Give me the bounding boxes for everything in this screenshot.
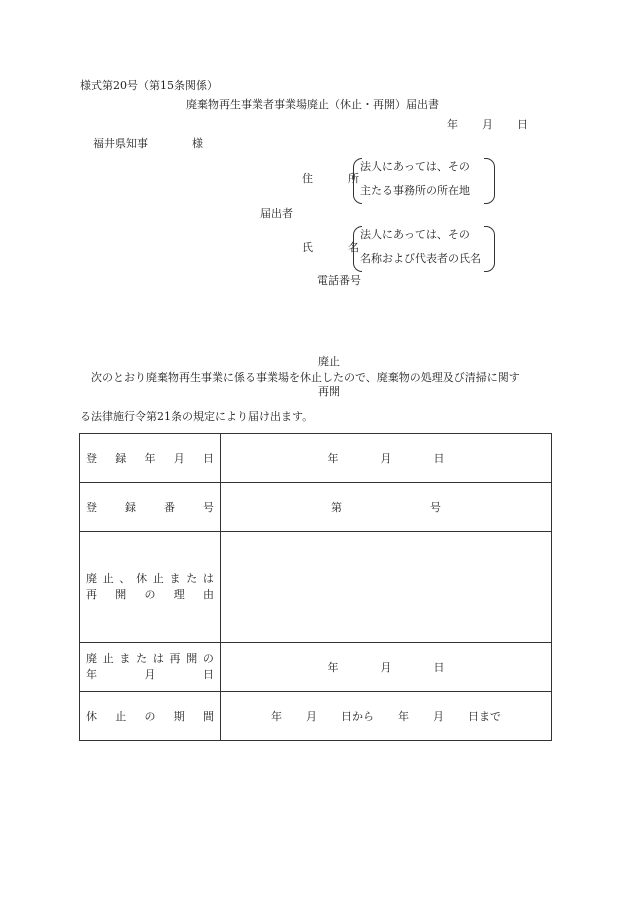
option-resume: 再開 bbox=[318, 385, 340, 398]
form-table bbox=[79, 433, 552, 741]
addressee-honorific: 様 bbox=[192, 137, 203, 150]
label-char: 年 bbox=[86, 668, 97, 681]
registration-date-label bbox=[80, 434, 221, 483]
rv-year: 年 bbox=[327, 661, 339, 674]
form-number: 様式第20号（第15条関係） bbox=[80, 79, 218, 92]
sp-d1: 日から bbox=[341, 710, 374, 723]
sp-y1: 年 bbox=[271, 710, 282, 723]
label-char: 号 bbox=[203, 501, 214, 514]
option-suspend: 休止 bbox=[300, 371, 322, 384]
label-spread bbox=[86, 708, 214, 724]
label-char: の bbox=[144, 588, 156, 601]
label-char: 廃 bbox=[86, 572, 97, 585]
sp-y2: 年 bbox=[398, 710, 409, 723]
label-char: 由 bbox=[203, 588, 214, 601]
date-day: 日 bbox=[517, 118, 528, 131]
addressee bbox=[93, 137, 203, 151]
statement-before: 次のとおり廃棄物再生事業に係る事業場を bbox=[91, 371, 300, 384]
table-row bbox=[80, 483, 552, 532]
registration-number-label bbox=[80, 483, 221, 532]
sp-m1: 月 bbox=[306, 710, 317, 723]
sp-d2: 日まで bbox=[468, 710, 501, 723]
label-char: 間 bbox=[203, 710, 214, 723]
name-note-2: 名称および代表者の氏名 bbox=[360, 252, 481, 265]
table-row bbox=[80, 692, 552, 741]
suspension-period-value bbox=[221, 692, 552, 741]
label-char: 再 bbox=[86, 588, 97, 601]
abolish-resume-date-value bbox=[221, 643, 552, 692]
table-row bbox=[80, 532, 552, 643]
registration-date-value bbox=[221, 434, 552, 483]
address-note-1: 法人にあっては、その bbox=[360, 160, 470, 173]
label-char: 廃 bbox=[86, 652, 97, 665]
abolish-resume-date-label bbox=[80, 643, 221, 692]
label-char: 止 bbox=[115, 710, 127, 723]
statement-line-1 bbox=[91, 371, 520, 385]
document-title: 廃棄物再生事業者事業場廃止（休止・再開）届出書 bbox=[186, 98, 439, 111]
label-char: 休 bbox=[136, 572, 148, 585]
label-char: 再 bbox=[169, 652, 181, 665]
label-char: 番 bbox=[164, 501, 175, 514]
suspension-period-label bbox=[80, 692, 221, 741]
rv-month: 月 bbox=[380, 661, 392, 674]
rv-year: 年 bbox=[327, 452, 339, 465]
label-char: 年 bbox=[144, 452, 156, 465]
label-char: 月 bbox=[144, 668, 156, 681]
applicant-label: 届出者 bbox=[260, 207, 293, 220]
label-char: は bbox=[152, 652, 164, 665]
date-month: 月 bbox=[482, 118, 493, 131]
name-label: 氏 名 bbox=[302, 241, 371, 254]
phone-label: 電話番号 bbox=[317, 274, 361, 287]
date-year: 年 bbox=[447, 118, 458, 131]
label-char: 月 bbox=[173, 452, 185, 465]
label-char: ま bbox=[169, 572, 181, 585]
label-spread bbox=[86, 499, 214, 515]
registration-number-value bbox=[221, 483, 552, 532]
label-spread bbox=[86, 667, 214, 683]
label-char: 理 bbox=[173, 588, 185, 601]
label-char: は bbox=[202, 572, 214, 585]
label-char: 開 bbox=[186, 652, 198, 665]
reason-value[interactable] bbox=[221, 532, 552, 643]
rn-prefix: 第 bbox=[331, 501, 342, 514]
label-char: の bbox=[144, 710, 156, 723]
rv-month: 月 bbox=[380, 452, 392, 465]
table-row bbox=[80, 434, 552, 483]
rv-day: 日 bbox=[433, 661, 445, 674]
reason-label bbox=[80, 532, 221, 643]
label-char: の bbox=[202, 652, 214, 665]
label-char: 、 bbox=[119, 572, 131, 585]
label-char: 日 bbox=[203, 452, 214, 465]
label-spread bbox=[86, 587, 214, 603]
label-char: た bbox=[186, 572, 198, 585]
label-char: 止 bbox=[152, 572, 164, 585]
statement-line-2: る法律施行令第21条の規定により届け出ます。 bbox=[80, 410, 314, 423]
address-note-2: 主たる事務所の所在地 bbox=[360, 184, 470, 197]
label-char: 登 bbox=[86, 452, 97, 465]
label-char: た bbox=[136, 652, 148, 665]
sp-m2: 月 bbox=[433, 710, 444, 723]
option-abolish: 廃止 bbox=[318, 355, 340, 368]
addressee-name: 福井県知事 bbox=[93, 137, 148, 150]
label-spread bbox=[86, 651, 214, 667]
label-char: ま bbox=[119, 652, 131, 665]
label-char: 休 bbox=[86, 710, 97, 723]
label-spread bbox=[86, 450, 214, 466]
rn-suffix: 号 bbox=[430, 501, 441, 514]
address-label: 住 所 bbox=[302, 172, 371, 185]
name-note-1: 法人にあっては、その bbox=[360, 228, 470, 241]
label-char: 期 bbox=[173, 710, 185, 723]
submission-date bbox=[447, 118, 528, 132]
label-char: 登 bbox=[86, 501, 97, 514]
label-char: 録 bbox=[125, 501, 136, 514]
label-char: 日 bbox=[203, 668, 214, 681]
label-char: 録 bbox=[115, 452, 127, 465]
label-char: 止 bbox=[102, 652, 114, 665]
label-char: 開 bbox=[115, 588, 127, 601]
table-row bbox=[80, 643, 552, 692]
label-char: 止 bbox=[102, 572, 114, 585]
label-spread bbox=[86, 571, 214, 587]
statement-after: したので、廃棄物の処理及び清掃に関す bbox=[322, 371, 520, 384]
rv-day: 日 bbox=[433, 452, 445, 465]
